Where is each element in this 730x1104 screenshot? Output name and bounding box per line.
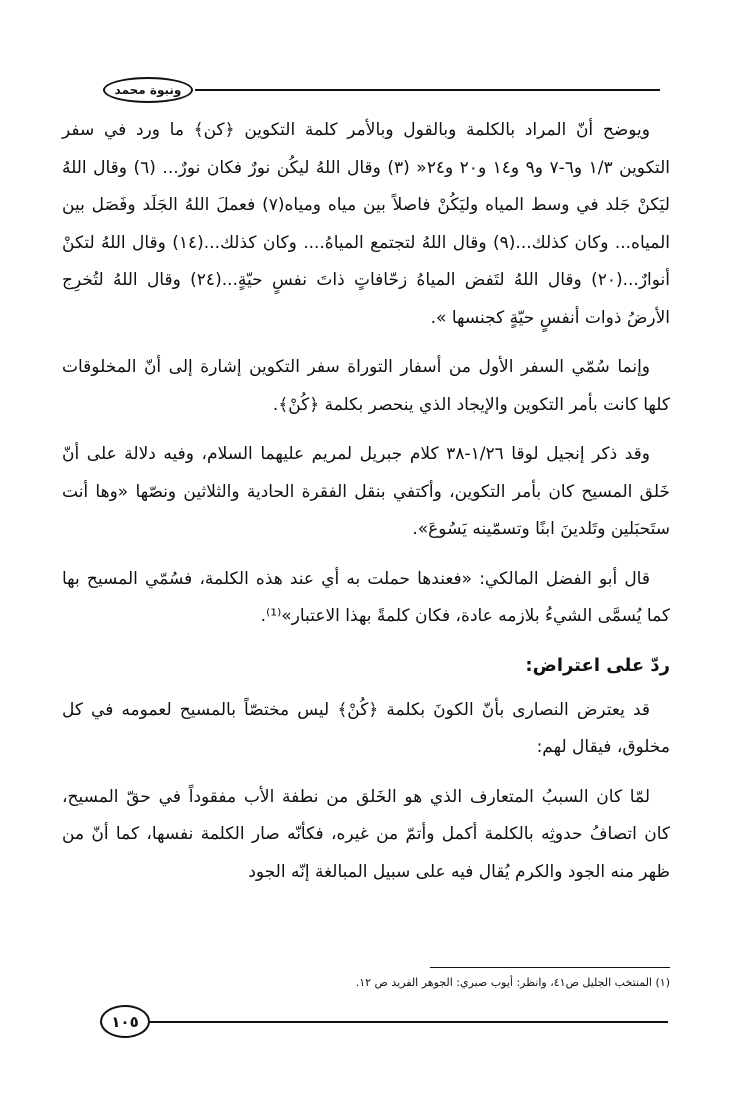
running-title: ونبوة محمد [114,83,182,97]
header-rule [195,89,660,91]
running-title-badge [103,77,193,103]
subheading: ردّ على اعتراض: [525,654,670,676]
footer-rule [150,1021,668,1023]
paragraph-4: قال أبو الفضل المالكي: «فعندها حملت به أي عند هذه الكلمة، فسُمّي المسيح بها كما يُسمَّى الشيءُ بلازمه عادة، فكان كلمةً بهذا الاعتبار»⁽¹⁾. [62,568,670,626]
body-text [62,112,670,903]
paragraph-6: لمّا كان السببُ المتعارف الذي هو الخَلق من نطفة الأب مفقوداً في حقّ المسيح، كان اتصافُ حدوثِه بالكلمة أكمل وأتمّ من غيره، فكأنّه صار الكلمة نفسها، كما أنّ من ظهر منه الجود والكرم يُقال فيه على سبيل المبالغة إنّه الجود [62,786,670,882]
footnote: (١) المنتخب الجليل ص٤١، وانظر: أيوب صبري: الجوهر الفريد ص ١٢. [355,976,670,989]
paragraph-1: ويوضح أنّ المراد بالكلمة وبالقول وبالأمر كلمة التكوين ﴿كن﴾ ما ورد في سفر التكوين ١/٣ و٦-٧ و٩ و١٤ و٢٠ و٢٤« (٣) وقال اللهُ ليكُن نورٌ فكان نورٌ... (٦) وقال اللهُ ليَكنْ جَلد في وسط المياه وليَكُنْ فاصلاً بين مياه ومياه(٧) فعملَ اللهُ الجَلَد وفَصَل بين المياه... وكان كذلك...(٩) وقال اللهُ لتجتمع المياهُ.... وكان كذلك...(١٤) وقال اللهُ لتكنْ أنوارٌ...(٢٠) وقال اللهُ لتَفض المياهُ زحّافاتٍ ذاتَ نفسٍ حيّةٍ...(٢٤) وقال اللهُ لتُخرِج الأرضُ ذوات أنفسٍ حيّةٍ كجنسها ». [62,120,671,328]
page-number: ١٠٥ [100,1005,150,1038]
paragraph-3: وقد ذكر إنجيل لوقا ١/٢٦-٣٨ كلام جبريل لمريم عليهما السلام، وفيه دلالة على أنّ خَلق المسيح كان بأمر التكوين، وأكتفي بنقل الفقرة الحادية والثلاثين ونصّها «وها أنت ستَحبَلين وتَلدينَ ابنًا وتسمّينه يَسُوعَ». [62,444,670,539]
footnote-rule [430,967,670,968]
paragraph-2: وإنما سُمّي السفر الأول من أسفار التوراة سفر التكوين إشارة إلى أنّ المخلوقات كلها كانت بأمر التكوين والإيجاد الذي ينحصر بكلمة ﴿كُنْ﴾. [62,357,670,415]
paragraph-5: قد يعترض النصارى بأنّ الكونَ بكلمة ﴿كُنْ﴾ ليس مختصّاً بالمسيح لعمومه في كل مخلوق، فيقال لهم: [62,699,670,757]
